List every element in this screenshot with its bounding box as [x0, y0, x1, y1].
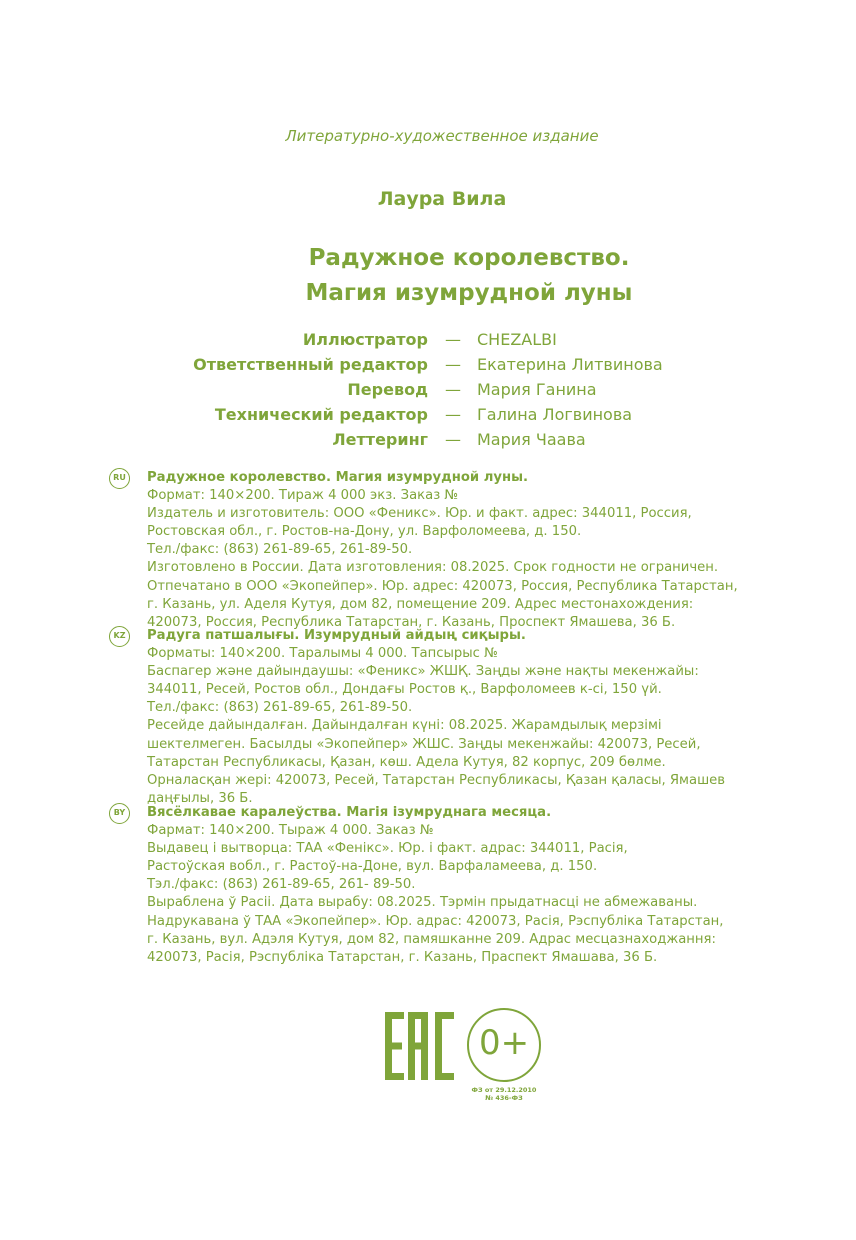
imprint-line: Ресейде дайындалған. Дайындалған күні: 08.2025. Жарамдылық мерзімі	[147, 718, 662, 734]
imprint-line: Фармат: 140×200. Тыраж 4 000. Заказ №	[147, 823, 434, 839]
imprint-line: Тел./факс: (863) 261-89-65, 261-89-50.	[147, 700, 413, 716]
imprint-line: г. Казань, вул. Адэля Кутуя, дом 82, памяшканне 209. Адрас месцазнаходжання:	[147, 931, 716, 947]
imprint-line: Орналасқан жері: 420073, Ресей, Татарстан Республикасы, Қазан қаласы, Ямашев	[147, 772, 726, 788]
imprint-body	[147, 469, 738, 632]
eac-logo-icon	[385, 1012, 455, 1080]
author-name: Лаура Вила	[377, 188, 507, 210]
imprint-line: 420073, Расія, Рэспубліка Татарстан, г. Казань, Праспект Ямашава, 36 Б.	[147, 949, 658, 965]
imprint-title: Радуга патшалығы. Изумрудный айдың сиқыры.	[147, 628, 526, 643]
credit-role: Технический редактор	[214, 405, 428, 424]
certification-marks	[385, 1008, 545, 1108]
imprint-line: Издатель и изготовитель: ООО «Феникс». Юр. и факт. адрес: 344011, Россия,	[147, 506, 692, 522]
imprint-line: Форматы: 140×200. Таралымы 4 000. Тапсырыс №	[147, 646, 498, 662]
credit-name: Мария Ганина	[477, 380, 597, 399]
imprint-line: г. Казань, ул. Аделя Кутуя, дом 82, помещение 209. Адрес местонахождения:	[147, 596, 694, 612]
imprint-line: Тел./факс: (863) 261-89-65, 261-89-50.	[147, 542, 413, 558]
credit-row	[0, 380, 856, 405]
imprint-title: Радужное королевство. Магия изумрудной луны.	[147, 470, 529, 485]
imprint-line: Отпечатано в ООО «Экопейпер». Юр. адрес: 420073, Россия, Республика Татарстан,	[147, 578, 738, 594]
credit-role: Перевод	[347, 380, 428, 399]
imprint-title: Вясёлкавае каралеўства. Магія ізумруднага месяца.	[147, 805, 552, 820]
imprint-body	[147, 804, 724, 967]
credit-dash: —	[445, 405, 461, 424]
imprint-line: даңғылы, 36 Б.	[147, 790, 253, 806]
imprint-body	[147, 627, 725, 808]
age-rating-note	[467, 1086, 541, 1102]
imprint-line: Баспагер және дайындаушы: «Феникс» ЖШҚ. Заңды және нақты мекенжайы:	[147, 664, 699, 680]
imprint-line: Тэл./факс: (863) 261-89-65, 261- 89-50.	[147, 877, 416, 893]
credit-role: Леттеринг	[332, 430, 428, 449]
credit-row	[0, 355, 856, 380]
age-rating-note-line-1: ФЗ от 29.12.2010	[471, 1086, 537, 1094]
language-badge-icon: RU	[109, 468, 130, 489]
imprint-line: Надрукавана ў ТАА «Экопейпер». Юр. адрас: 420073, Расія, Рэспубліка Татарстан,	[147, 913, 724, 929]
imprint-line: Выраблена ў Расіі. Дата вырабу: 08.2025. Тэрмін прыдатнасці не абмежаваны.	[147, 895, 698, 911]
imprint-line: Выдавец і вытворца: ТАА «Фенікс». Юр. і факт. адрас: 344011, Расія,	[147, 841, 628, 857]
credit-dash: —	[445, 355, 461, 374]
credit-name: Екатерина Литвинова	[477, 355, 663, 374]
imprint-line: Татарстан Республикасы, Қазан, көш. Адела Кутуя, 82 корпус, 209 бөлме.	[147, 754, 666, 770]
credit-row	[0, 330, 856, 355]
imprint-line: 420073, Россия, Республика Татарстан, г. Казань, Проспект Ямашева, 36 Б.	[147, 614, 676, 630]
age-rating-note-line-2: № 436-ФЗ	[485, 1094, 523, 1102]
book-title	[0, 241, 856, 311]
age-rating-icon: 0+	[467, 1008, 541, 1082]
genre-label: Литературно-художественное издание	[285, 127, 599, 145]
credit-dash: —	[445, 380, 461, 399]
book-title-line-1: Радужное королевство.	[308, 245, 630, 271]
book-title-line-2: Магия изумрудной луны	[305, 280, 633, 306]
credit-dash: —	[445, 430, 461, 449]
credit-role: Ответственный редактор	[193, 355, 428, 374]
imprint-line: Ростовская обл., г. Ростов-на-Дону, ул. Варфоломеева, д. 150.	[147, 524, 582, 540]
credit-name: Галина Логвинова	[477, 405, 633, 424]
imprint-line: Растоўская вобл., г. Растоў-на-Доне, вул. Варфаламеева, д. 150.	[147, 859, 598, 875]
credit-row	[0, 430, 856, 455]
credit-name: CHEZALBI	[477, 330, 557, 349]
imprint-line: Изготовлено в России. Дата изготовления: 08.2025. Срок годности не ограничен.	[147, 560, 719, 576]
credit-dash: —	[445, 330, 461, 349]
credit-name: Мария Чаава	[477, 430, 586, 449]
credit-row	[0, 405, 856, 430]
imprint-line: 344011, Ресей, Ростов обл., Дондағы Ростов қ., Варфоломеев к-сі, 150 үй.	[147, 682, 662, 698]
imprint-line: Формат: 140×200. Тираж 4 000 экз. Заказ №	[147, 488, 459, 504]
language-badge-icon: BY	[109, 803, 130, 824]
imprint-line: шектелмеген. Басылды «Экопейпер» ЖШС. Заңды мекенжайы: 420073, Ресей,	[147, 736, 701, 752]
language-badge-icon: KZ	[109, 626, 130, 647]
credit-role: Иллюстратор	[302, 330, 428, 349]
